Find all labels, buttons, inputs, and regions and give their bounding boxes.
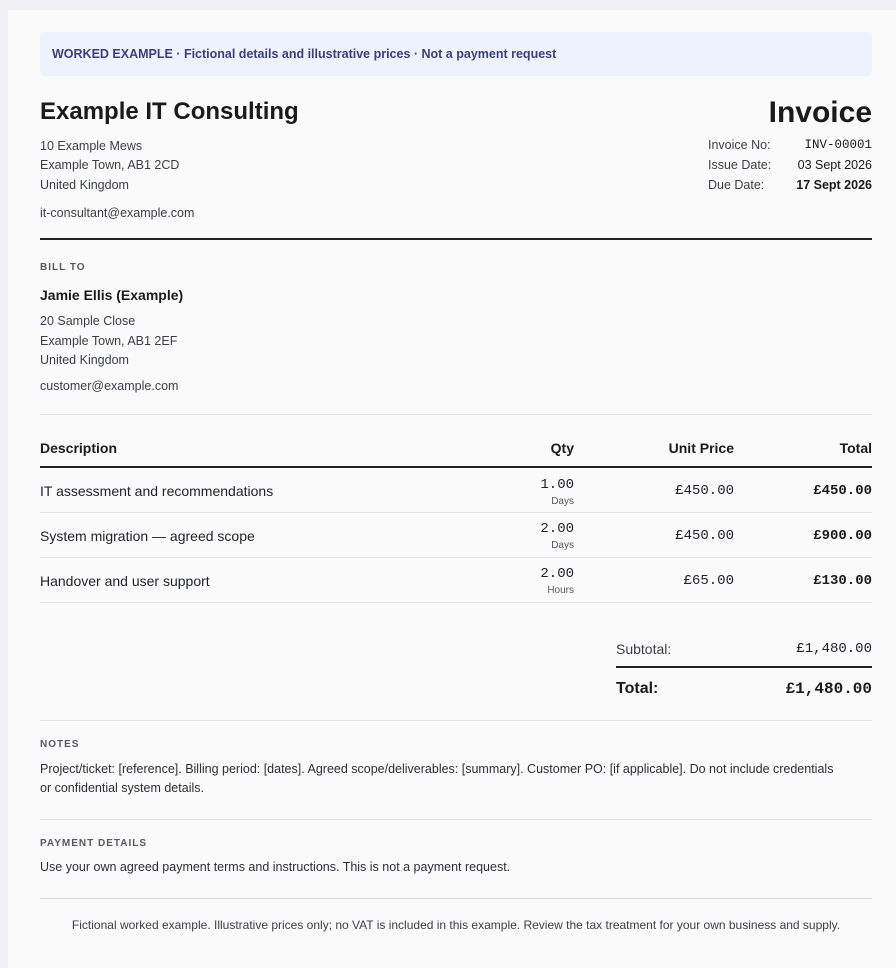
table-header-divider [40, 466, 872, 468]
footer-disclaimer: Fictional worked example. Illustrative prices only; no VAT is included in this example. Review the tax treatment for your own business and supply. [71, 918, 841, 932]
row-2-total: £900.00 [813, 528, 872, 544]
bill-to-divider [40, 414, 872, 415]
payment-details-text: Use your own agreed payment terms and instructions. This is not a payment request. [40, 860, 511, 874]
bill-to-label: BILL TO [40, 262, 86, 273]
row-3-qty: 2.00 [540, 566, 574, 582]
total-label: Total: [616, 680, 659, 697]
row-3-total: £130.00 [813, 573, 872, 589]
invoice-number-label: Invoice No: [708, 138, 771, 152]
subtotal-value: £1,480.00 [796, 641, 872, 657]
worked-example-banner: WORKED EXAMPLE · Fictional details and illustrative prices · Not a payment request [40, 32, 872, 76]
row-3-unit: Hours [547, 585, 574, 596]
company-address-line-1: 10 Example Mews [40, 139, 143, 153]
company-email: it-consultant@example.com [40, 206, 195, 220]
payment-details-label: PAYMENT DETAILS [40, 838, 148, 849]
row-2-qty: 2.00 [540, 521, 574, 537]
bill-to-address-line-2: Example Town, AB1 2EF [40, 334, 178, 348]
row-1-total: £450.00 [813, 483, 872, 499]
row-1-qty: 1.00 [540, 477, 574, 493]
company-address-line-2: Example Town, AB1 2CD [40, 158, 180, 172]
issue-date: 03 Sept 2026 [797, 158, 872, 172]
row-3-description: Handover and user support [40, 573, 210, 589]
column-header-total: Total [839, 440, 872, 456]
issue-date-label: Issue Date: [708, 158, 772, 172]
column-header-description: Description [40, 440, 118, 456]
row-1-unit: Days [551, 496, 574, 507]
column-header-qty: Qty [550, 440, 574, 456]
due-date-label: Due Date: [708, 178, 765, 192]
notes-label: NOTES [40, 739, 80, 750]
bill-to-email: customer@example.com [40, 379, 179, 393]
due-date: 17 Sept 2026 [796, 178, 872, 192]
notes-divider [40, 819, 872, 820]
invoice-title: Invoice [768, 96, 872, 129]
bill-to-address-line-1: 20 Sample Close [40, 314, 136, 328]
header-divider [40, 238, 872, 240]
company-address-line-3: United Kingdom [40, 178, 129, 192]
subtotal-label: Subtotal: [616, 641, 672, 657]
summary-divider [616, 666, 872, 668]
row-2-unit: Days [551, 540, 574, 551]
row-2-description: System migration — agreed scope [40, 528, 255, 544]
column-header-unit-price: Unit Price [668, 440, 734, 456]
row-divider [40, 512, 872, 513]
footer-divider [40, 898, 872, 899]
bill-to-address-line-3: United Kingdom [40, 353, 129, 367]
row-1-description: IT assessment and recommendations [40, 483, 274, 499]
company-name: Example IT Consulting [40, 98, 299, 125]
invoice-page [8, 10, 896, 968]
invoice-number: INV-00001 [804, 138, 872, 152]
notes-text: Project/ticket: [reference]. Billing period: [dates]. Agreed scope/deliverables: [summary]. Customer PO: [if applicable]. Do not include credentials or confidential system details. [40, 762, 834, 795]
row-2-unit-price: £450.00 [675, 528, 734, 544]
summary-divider-bottom [40, 720, 872, 721]
row-divider [40, 602, 872, 603]
total-value: £1,480.00 [785, 680, 872, 698]
row-1-unit-price: £450.00 [675, 483, 734, 499]
row-3-unit-price: £65.00 [683, 573, 734, 589]
bill-to-name: Jamie Ellis (Example) [40, 287, 184, 303]
row-divider [40, 557, 872, 558]
